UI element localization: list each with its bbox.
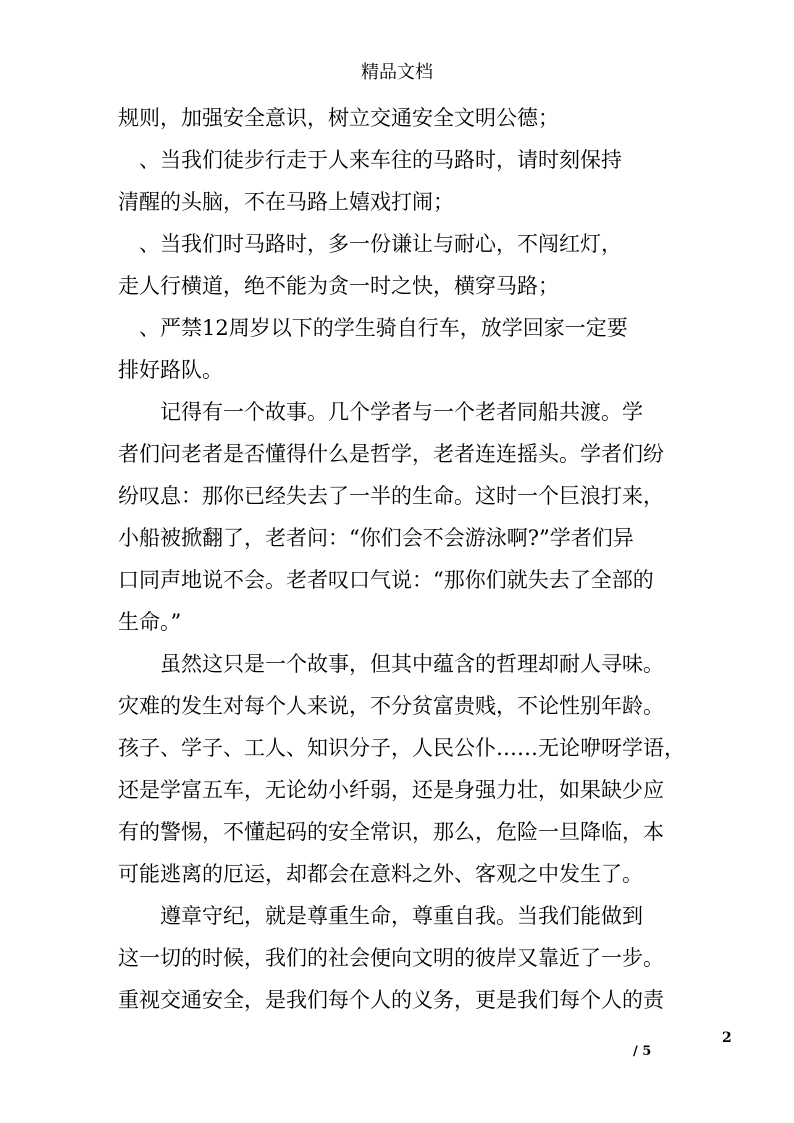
body-line: 走人行横道，绝不能为贪一时之快，横穿马路； (118, 274, 559, 298)
body-line: 、当我们时马路时，多一份谦让与耐心，不闯红灯， (118, 232, 622, 256)
body-line: 重视交通安全，是我们每个人的义务，更是我们每个人的责 (118, 988, 664, 1012)
body-line: 虽然这只是一个故事，但其中蕴含的哲理却耐人寻味。 (118, 652, 664, 676)
body-line: 生命。” (118, 610, 182, 634)
body-line: 灾难的发生对每个人来说，不分贫富贵贱，不论性别年龄。 (118, 694, 664, 718)
page-total: / 5 (633, 1044, 652, 1059)
body-line: 清醒的头脑，不在马路上嬉戏打闹； (118, 190, 454, 214)
body-line: 口同声地说不会。老者叹口气说：“那你们就失去了全部的 (118, 568, 654, 592)
page-number: 2 (722, 1030, 732, 1046)
body-line: 纷叹息：那你已经失去了一半的生命。这时一个巨浪打来， (118, 484, 664, 508)
body-line: 小船被掀翻了，老者问：“你们会不会游泳啊?”学者们异 (118, 526, 634, 550)
page-header-title: 精品文档 (361, 62, 433, 83)
body-line: 记得有一个故事。几个学者与一个老者同船共渡。学 (118, 400, 643, 424)
body-line: 排好路队。 (118, 358, 223, 382)
body-line: 者们问老者是否懂得什么是哲学，老者连连摇头。学者们纷 (118, 442, 664, 466)
body-line: 规则，加强安全意识，树立交通安全文明公德； (118, 106, 559, 130)
body-line: 、当我们徒步行走于人来车往的马路时，请时刻保持 (118, 148, 622, 172)
body-line: 、严禁12周岁以下的学生骑自行车，放学回家一定要 (118, 316, 628, 340)
body-line: 还是学富五车，无论幼小纤弱，还是身强力壮，如果缺少应 (118, 778, 664, 802)
body-line: 孩子、学子、工人、知识分子，人民公仆……无论咿呀学语， (118, 736, 685, 760)
body-line: 可能逃离的厄运，却都会在意料之外、客观之中发生了。 (118, 862, 643, 886)
body-line: 这一切的时候，我们的社会便向文明的彼岸又靠近了一步。 (118, 946, 664, 970)
body-line: 有的警惕，不懂起码的安全常识，那么，危险一旦降临，本 (118, 820, 664, 844)
body-line: 遵章守纪，就是尊重生命，尊重自我。当我们能做到 (118, 904, 643, 928)
